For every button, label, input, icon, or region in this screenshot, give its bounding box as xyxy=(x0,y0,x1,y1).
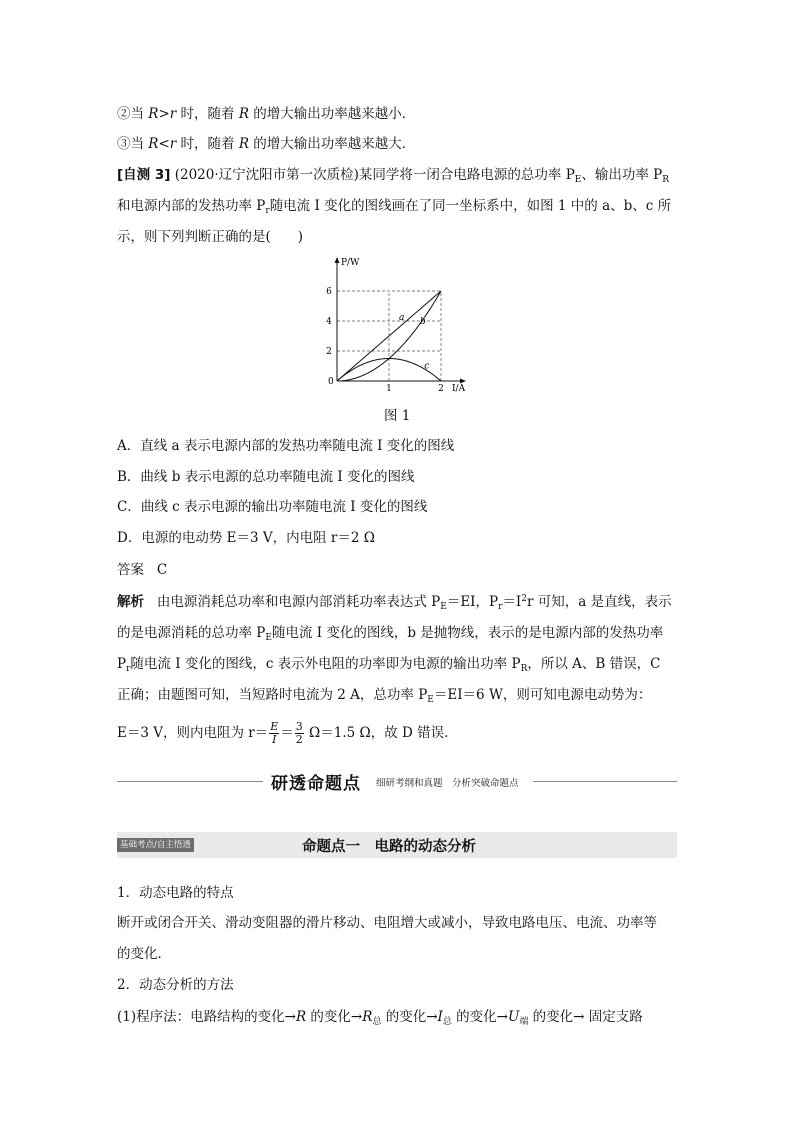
option-b: B．曲线 b 表示电源的总功率随电流 I 变化的图线 xyxy=(117,469,415,485)
question-line-2: 和电源内部的发热功率 $P_r$随电流 I 变化的图线画在了同一坐标系中，如图 1 中的 a、b、c 所 xyxy=(117,198,672,216)
question-line-1: [自测 3] (2020·辽宁沈阳市第一次质检)某同学将一闭合电路电源的总功率 $P_E$、输出功率 $P_R$ xyxy=(117,167,670,185)
section-title: 研透命题点 xyxy=(271,774,361,794)
section-subtitle: 细研考纲和真题 分析突破命题点 xyxy=(376,778,519,789)
power-current-chart xyxy=(320,252,480,397)
intro-item-3: ③当 R<r 时，随着 R 的增大输出功率越来越大． xyxy=(117,136,416,152)
series-b-label: b xyxy=(420,317,426,328)
question-line-3: 示，则下列判断正确的是( ) xyxy=(117,229,304,245)
origin-label: 0 xyxy=(328,377,334,387)
analysis-line-5: E＝3 V，则内电阻为 r＝ $\frac{E}{I}$ ＝ $\frac{3}{2}$ Ω＝1.5 Ω，故 D 错误. xyxy=(117,720,449,746)
y-tick-label: 4 xyxy=(326,317,332,327)
topic-tag: 基础考点/自主悟透 xyxy=(117,838,194,852)
figure-caption: 图 1 xyxy=(384,408,411,424)
paragraph-1b: 的变化． xyxy=(117,946,171,962)
option-c: C．曲线 c 表示电源的输出功率随电流 I 变化的图线 xyxy=(117,499,428,515)
answer-value: C xyxy=(156,562,168,578)
paragraph-1a: 断开或闭合开关、滑动变阻器的滑片移动、电阻增大或减小，导致电路电压、电流、功率等 xyxy=(117,915,657,931)
y-axis-arrow-icon xyxy=(335,257,340,263)
heading-1: 1．动态电路的特点 xyxy=(117,885,234,901)
analysis-line-1: 解析 由电源消耗总功率和电源内部消耗功率表达式 $P_E=EI$，$P_r=I^2r$ 可知，a 是直线，表示 xyxy=(117,594,672,612)
fraction-3-over-2: $\frac{3}{2}$ xyxy=(295,720,303,746)
x-tick-label: 1 xyxy=(386,384,392,394)
option-d: D．电源的电动势 E＝3 V，内电阻 r＝2 Ω xyxy=(117,530,375,546)
series-a-label: a xyxy=(399,312,405,323)
paragraph-2: (1)程序法：电路结构的变化→R 的变化$\to R_总$ 的变化$\to I_总$ 的变化$\to U_端$ 的变化→ 固定支路 xyxy=(117,1009,643,1027)
analysis-line-2: 的是电源消耗的总功率 $P_E$随电流 I 变化的图线，b 是抛物线，表示的是电源内部的发热功率 xyxy=(117,625,664,643)
fraction-e-over-i: $\frac{E}{I}$ xyxy=(270,720,279,746)
topic-title: 命题点一 电路的动态分析 xyxy=(302,839,476,855)
analysis-label: 解析 xyxy=(117,594,144,610)
x-axis-label: I/A xyxy=(452,384,466,394)
intro-item-2: ②当 R>r 时，随着 R 的增大输出功率越来越小． xyxy=(117,106,416,122)
y-axis-label: P/W xyxy=(341,258,360,268)
x-axis-arrow-icon xyxy=(460,379,466,384)
answer-line xyxy=(117,560,167,580)
chart-ticks xyxy=(326,287,444,394)
series-c-label: c xyxy=(424,361,430,372)
question-tag: [自测 3] xyxy=(117,167,171,183)
chart-axes xyxy=(328,257,466,394)
option-a: A．直线 a 表示电源内部的发热功率随电流 I 变化的图线 xyxy=(117,438,455,454)
answer-label: 答案 xyxy=(117,562,144,578)
analysis-line-4: 正确；由题图可知，当短路时电流为 2 A，总功率 $P_E=EI=6$ W，则可知电源电动势为： xyxy=(117,687,652,705)
y-tick-label: 2 xyxy=(326,347,332,357)
analysis-line-3: $P_r$随电流 I 变化的图线，c 表示外电阻的功率即为电源的输出功率 $P_R$，所以 A、B 错误，C xyxy=(117,656,661,674)
x-tick-label: 2 xyxy=(438,384,444,394)
heading-2: 2．动态分析的方法 xyxy=(117,977,234,993)
y-tick-label: 6 xyxy=(326,287,332,297)
